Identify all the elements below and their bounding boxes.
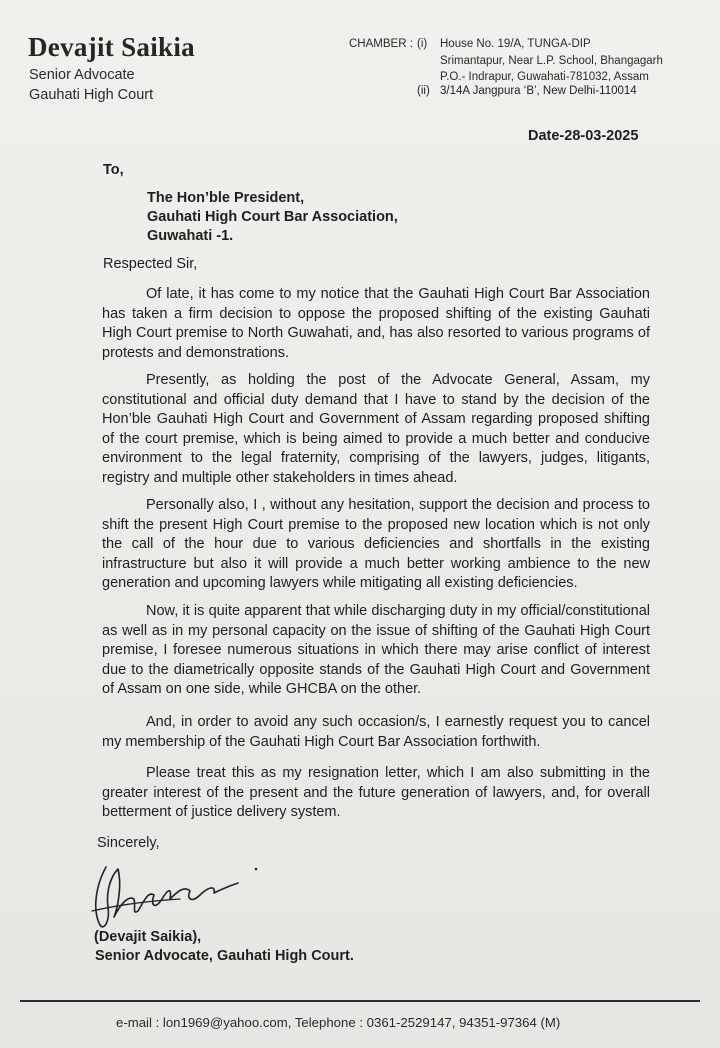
letterhead-name: Devajit Saikia: [28, 32, 195, 62]
chamber-1-line: P.O.- Indrapur, Guwahati-781032, Assam: [440, 71, 649, 83]
chamber-2-address: 3/14A Jangpura ‘B’, New Delhi-110014: [440, 85, 637, 97]
letterhead-court: Gauhati High Court: [29, 87, 154, 103]
recipient-line: Gauhati High Court Bar Association,: [147, 209, 398, 225]
salutation: Respected Sir,: [103, 256, 198, 272]
recipient-address: [147, 189, 398, 246]
chamber-2-marker: (ii): [417, 85, 430, 97]
letter-date: Date-28-03-2025: [528, 128, 639, 144]
recipient-line: Guwahati -1.: [147, 228, 234, 244]
chamber-1-marker: (i): [417, 38, 428, 50]
signatory-name: (Devajit Saikia),: [94, 929, 202, 945]
closing: Sincerely,: [97, 835, 160, 851]
body-paragraph: And, in order to avoid any such occasion/s, I earnestly request you to cancel my membership of the Gauhati High Court Bar Association forthwith.: [102, 714, 650, 750]
recipient-line: The Hon’ble President,: [147, 190, 305, 206]
body-paragraph: Now, it is quite apparent that while discharging duty in my official/constitutional as well as in my personal capacity on the issue of shifting of the Gauhati High Court premise, I foresee numerous situations in which there may arise conflict of interest due to the diametrically opposite stands of the Gauhati High Court and Government of Assam on one side, while GHCBA on the other.: [102, 603, 650, 698]
chamber-1-address: [440, 36, 663, 86]
letterhead-designation: Senior Advocate: [29, 67, 135, 83]
footer-divider: [20, 1000, 700, 1002]
handwritten-signature: [88, 855, 268, 935]
chamber-1-line: Srimantapur, Near L.P. School, Bhangagarh: [440, 54, 663, 67]
body-paragraph: Of late, it has come to my notice that the Gauhati High Court Bar Association has taken a firm decision to oppose the proposed shifting of the existing Gauhati High Court premise to North Guwahati, and, has also resorted to various programs of protests and demonstrations.: [102, 286, 650, 361]
signatory-title: Senior Advocate, Gauhati High Court.: [95, 948, 354, 964]
footer-contact: e-mail : lon1969@yahoo.com, Telephone : 0361-2529147, 94351-97364 (M): [116, 1015, 561, 1030]
body-paragraph: Personally also, I , without any hesitation, support the decision and process to shift the present High Court premise to the proposed new location which is not only the call of the hour due to various deficiencies and shortfalls in the existing infrastructure but also it will provide a much better working ambience to the new generation and upcoming lawyers while mitigating all existing deficiencies.: [102, 497, 650, 592]
body-paragraph: Presently, as holding the post of the Advocate General, Assam, my constitutional and official duty demand that I have to stand by the decision of the Hon’ble Gauhati High Court and Government of Assam regarding proposed shifting of the court premise, which is being aimed to provide a much better and conducive environment to the legal fraternity, comprising of the lawyers, judges, litigants, registry and multiple other stakeholders in times ahead.: [102, 372, 650, 486]
body-paragraph: Please treat this as my resignation letter, which I am also submitting in the greater interest of the present and the future generation of lawyers, and, for overall betterment of justice delivery system.: [102, 765, 650, 821]
chamber-1-line: House No. 19/A, TUNGA-DIP: [440, 38, 591, 50]
to-label: To,: [103, 162, 124, 178]
chamber-label: CHAMBER :: [349, 38, 413, 50]
